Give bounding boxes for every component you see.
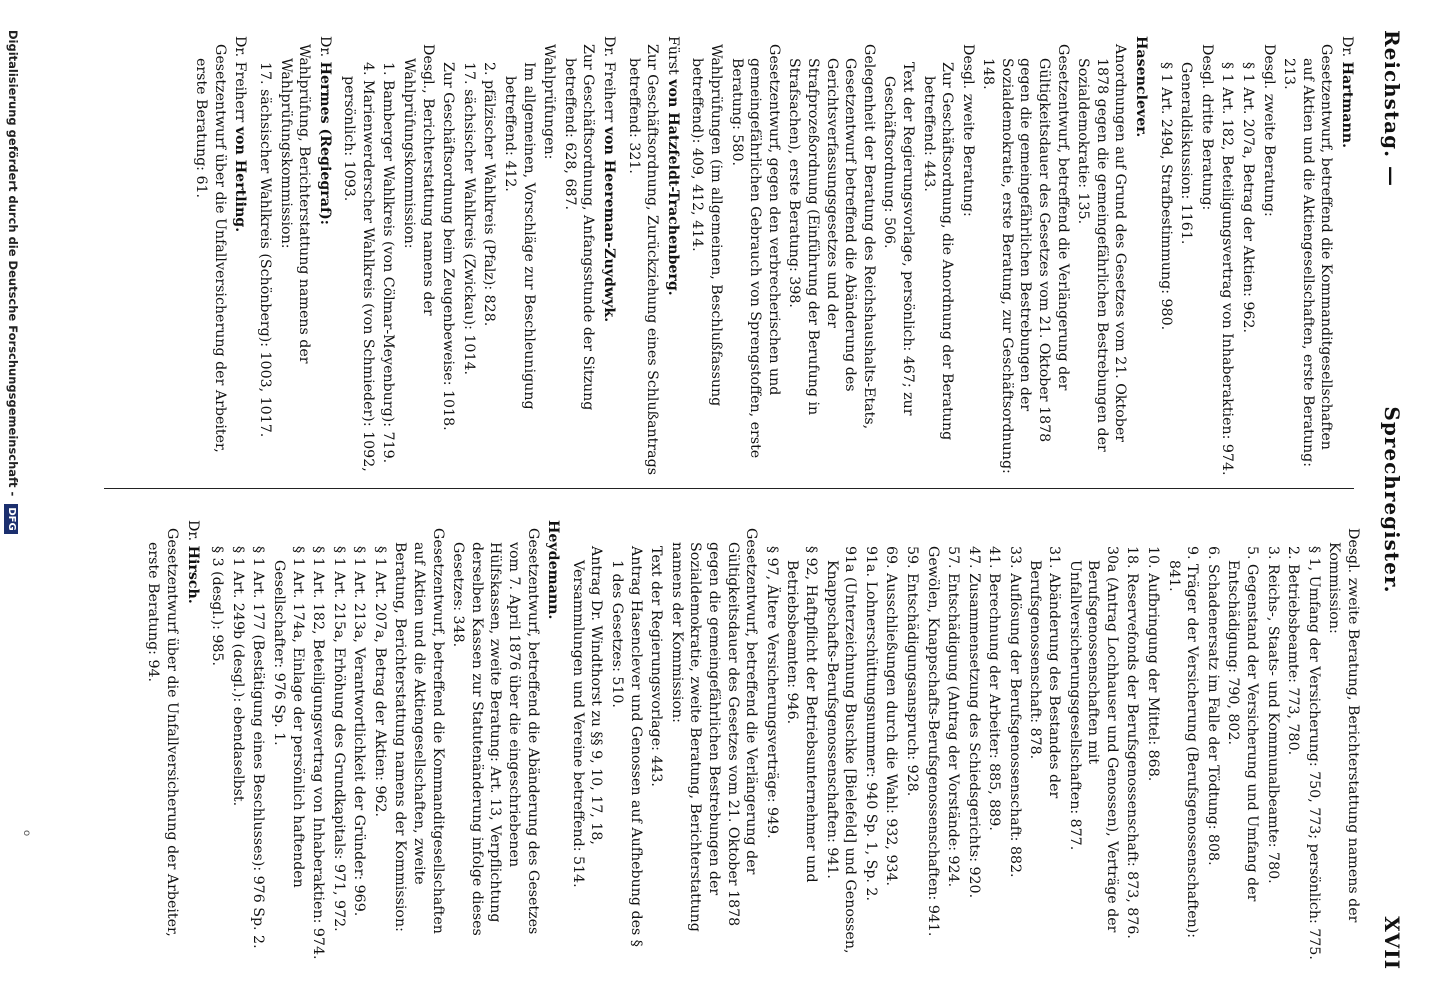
left-column bbox=[102, 36, 1362, 476]
register-subentry: 2. Betriebsbeamte: 773, 780. bbox=[1285, 546, 1302, 756]
register-subentry: Text der Regierungsvorlage, persönlich: 467; zur Geschäftsordnung: 506. bbox=[881, 62, 916, 416]
right-column bbox=[102, 520, 1362, 960]
register-subentry: 2. pfälzischer Wahlkreis (Pfalz): 828. bbox=[481, 62, 498, 327]
register-subentry: 41. Berechnung der Arbeiter: 885, 889. bbox=[986, 546, 1003, 831]
register-entry: Gesetzentwurf, betreffend die Abänderung des Gesetzes vom 7. April 1876 über die eingeschriebenen Hülfskassen, zweite Beratung: Art. 13, Verpflichtung derselben Kassen zur Statutenänderung infolge dieses Gesetzes: 348. bbox=[450, 528, 541, 936]
register-subentry: Antrag Dr. Windthorst zu §§ 9, 10, 17, 18, Versammlungen und Vereine betreffend: 514. bbox=[569, 546, 605, 888]
speaker-label: Hirsch. bbox=[184, 545, 201, 604]
speaker-label: Hermes (Regiegraf): bbox=[316, 61, 333, 226]
register-subentry: § 1 Art. 207a, Betrag der Aktien: 962. bbox=[371, 546, 388, 818]
register-entry: Wahlprüfungen: bbox=[541, 44, 558, 160]
register-subentry: Generaldiskussion: 1161. bbox=[1178, 62, 1195, 245]
page-mark: o bbox=[21, 830, 32, 837]
register-entry: Desgl. zweite Beratung: bbox=[1260, 44, 1277, 217]
register-subentry: 91a. Lohnerschüttungsnummer: 940 Sp. 1, Sp. 2. bbox=[862, 546, 879, 901]
register-subentry: Zur Geschäftsordnung beim Zeugenbeweise: 1018. bbox=[440, 62, 457, 431]
register-entry: Gesetzentwurf, betreffend die Verlängerung der Gültigkeitsdauer des Gesetzes vom 21. Oktober 1878 gegen die gemeingefährlichen Bestrebungen der Sozialdemokratie, erste Beratung, zur Geschäftsordnung: 148. bbox=[980, 44, 1071, 474]
digitization-credit bbox=[2, 30, 20, 970]
register-entry: Gesetzentwurf über die Unfallversicherung der Arbeiter, erste Beratung: 94. bbox=[145, 528, 180, 937]
register-entry: Desgl. zweite Beratung, Berichterstattung namens der Kommission: bbox=[1326, 528, 1361, 923]
register-entry: Gesetzentwurf über die Unfallversicherung der Arbeiter, erste Beratung: 61. bbox=[193, 44, 228, 453]
register-entry: Zur Geschäftsordnung, Zurückziehung eines Schlußantrags betreffend: 321. bbox=[625, 44, 661, 475]
register-subentry: § 1 Art. 215a, Erhöhung des Grundkapitals: 971, 972. bbox=[330, 546, 347, 932]
speaker-prefix: Dr. bbox=[1339, 36, 1355, 62]
speaker-prefix: Dr. Freiherr bbox=[601, 36, 618, 127]
speaker-label: von Hatzfeldt-Trachenberg. bbox=[664, 79, 681, 296]
register-subentry: 69. Ausschließungen durch die Wahl: 932, 934. bbox=[883, 546, 900, 887]
register-subentry: 3. Reichs-, Staats- und Kommunalbeamte: 780. bbox=[1264, 546, 1281, 884]
speaker-name bbox=[183, 520, 202, 960]
register-subentry: § 1 Art. 213a, Verantwortlichkeit der Gründer: 969. bbox=[351, 546, 368, 917]
register-subentry: § 1 Art. 249d, Strafbestimmung: 980. bbox=[1157, 62, 1174, 331]
register-subentry: 59. Entschädigungsanspruch: 928. bbox=[903, 546, 920, 797]
register-subentry: 1. Bamberger Wahlkreis (von Cölmar-Meyenburg): 719. bbox=[380, 62, 397, 464]
register-entry: Gesetzentwurf, betreffend die Kommanditgesellschaften auf Aktien und die Aktiengesellschaften, zweite Beratung, Berichterstattung namens der Kommission: bbox=[392, 528, 446, 934]
register-entry: Desgl. dritte Beratung: bbox=[1198, 44, 1215, 211]
register-subentry: Text der Regierungsvorlage: 443. bbox=[648, 546, 665, 787]
speaker-prefix: Dr. bbox=[316, 36, 333, 62]
register-entry: Gesetzentwurf, betreffend die Verlängerung der Gültigkeitsdauer des Gesetzes vom 21. Oktober 1878 gegen die gemeingefährlichen Bestrebungen der Sozialdemokratie, zweite Beratung, Berichterstattung namens der Kommission: bbox=[668, 528, 760, 932]
register-subentry: 5. Gegenstand der Versicherung und Umfang der Entschädigung: 790, 802. bbox=[1225, 546, 1261, 902]
speaker-prefix: Dr. Freiherr bbox=[232, 36, 249, 127]
register-subentry: 47. Zusammensetzung des Schiedsgerichts: 920. bbox=[965, 546, 982, 899]
register-entry: Desgl., Berichterstattung namens der Wahlprüfungskommission: bbox=[401, 44, 436, 316]
register-entry: Wahlprüfung, Berichterstattung namens der Wahlprüfungskommission: bbox=[277, 44, 313, 364]
register-subentry: 9. Träger der Versicherung (Berufsgenossenschaften): 841. bbox=[1165, 546, 1201, 939]
speaker-label: von Heereman-Zuydwyk. bbox=[601, 126, 618, 323]
page-header bbox=[1378, 30, 1404, 970]
speaker-name bbox=[231, 36, 250, 476]
register-subentry: § 1 Art. 249b (desgl.): ebendaselbst. bbox=[229, 546, 246, 807]
credit-text: Digitalisierung gefördert durch die Deutsche Forschungsgemeinschaft - bbox=[6, 30, 20, 497]
speaker-name bbox=[1337, 36, 1356, 476]
speaker-prefix: Fürst bbox=[664, 36, 681, 80]
register-subentry: 18. Reservefonds der Berufsgenossenschaft: 873, 876. bbox=[1124, 546, 1141, 939]
register-subentry: 33. Auflösung der Berufsgenossenschaft: 882. bbox=[1006, 546, 1023, 878]
register-subentry: § 1 Art. 174a, Einlage der persönlich haftenden Gesellschafter: 976 Sp. 1. bbox=[270, 546, 306, 888]
speaker-name bbox=[1131, 36, 1150, 476]
register-subentry: Gewölen, Knappschafts-Berufsgenossenschaften: 941. bbox=[924, 546, 941, 937]
register-subentry: Im allgemeinen, Vorschläge zur Beschleunigung betreffend: 412. bbox=[502, 62, 537, 410]
register-subentry: § 3 (desgl.): 985. bbox=[209, 546, 226, 666]
register-subentry: § 1 Art. 182, Beteiligungsvertrag von Inhaberaktien: 974. bbox=[310, 546, 327, 960]
register-entry: Gesetzentwurf, betreffend die Kommanditgesellschaften auf Aktien und die Aktiengesellschaften, erste Beratung: 213. bbox=[1281, 44, 1335, 468]
register-subentry: 31. Abänderung des Bestandes der Berufsgenossenschaft: 878. bbox=[1027, 546, 1063, 799]
register-subentry: § 92, Haftpflicht der Betriebsunternehmer und Betriebsbeamten: 946. bbox=[784, 546, 819, 883]
register-subentry: Antrag Hasenclever und Genossen auf Aufhebung des § 1 des Gesetzes: 510. bbox=[609, 546, 644, 947]
speaker-prefix: Dr. bbox=[184, 520, 201, 546]
page-number: XVII bbox=[1380, 916, 1404, 970]
column-divider bbox=[104, 488, 1354, 489]
register-subentry: § 1 Art. 177 (Bestätigung eines Beschlusses): 976 Sp. 2. bbox=[250, 546, 267, 949]
register-subentry: 57. Entschädigung (Antrag der Vorstände: 924. bbox=[945, 546, 962, 888]
register-subentry: 17. sächsischer Wahlkreis (Zwickau): 1014. bbox=[460, 62, 477, 376]
register-entry: Gelegenheit der Beratung des Reichshaushalts-Etats, Gesetzentwurf betreffend die Abänderung des Gerichtsverfassungsgesetzes und der Strafprozeßordnung (Einführung der Berufung in Strafsachen), erste Beratung: 398. bbox=[786, 44, 877, 430]
register-subentry: § 1, Umfang der Versicherung: 750, 773; persönlich: 775. bbox=[1305, 546, 1322, 960]
header-left: Reichstag. — bbox=[1380, 30, 1404, 188]
register-subentry: 17. sächsischer Wahlkreis (Schönberg): 1003, 1017. bbox=[256, 62, 273, 438]
register-entry: Zur Geschäftsordnung, Anfangsstunde der Sitzung betreffend: 628, 687. bbox=[561, 44, 597, 411]
register-subentry: § 97, Ältere Versicherungsverträge: 949. bbox=[763, 546, 780, 839]
speaker-name bbox=[315, 36, 334, 476]
register-entry: Wahlprüfungen (im allgemeinen, Beschlußfassung betreffend): 409, 412, 414. bbox=[689, 44, 724, 407]
register-subentry: 6. Schadenersatz im Falle der Tödtung: 808. bbox=[1204, 546, 1221, 866]
register-entry: Gesetzentwurf, gegen den verbrecherischen und gemeingefährlichen Gebrauch von Sprengstoffen, erste Beratung: 580. bbox=[728, 44, 782, 459]
speaker-label: von Hertling. bbox=[232, 126, 249, 233]
register-subentry: 4. Marienwerderscher Wahlkreis (von Schmieder): 1092, persönlich: 1093. bbox=[341, 62, 376, 472]
speaker-name bbox=[544, 520, 563, 960]
speaker-label: Hartmann. bbox=[1339, 61, 1355, 149]
register-subentry: 30a (Antrag Lochhauser und Genossen), Verträge der Berufsgenossenschaften mit Unfallversicherungsgesellschaften: 877. bbox=[1066, 546, 1120, 933]
header-title: Sprechregister. bbox=[1380, 406, 1404, 594]
speaker-name bbox=[663, 36, 682, 476]
register-subentry: § 1 Art. 182, Beteiligungsvertrag von Inhaberaktien: 974. bbox=[1219, 62, 1236, 476]
register-subentry: 91a (Unterzeichnung Buschke [Bielefeld] und Genossen, Knappschafts-Berufsgenossenschaften: 941. bbox=[823, 546, 859, 954]
speaker-label: Heydemann. bbox=[545, 520, 562, 620]
register-subentry: § 1 Art. 207a, Betrag der Aktien: 962. bbox=[1240, 62, 1257, 334]
register-subentry: 10. Aufbringung der Mittel: 868. bbox=[1145, 546, 1162, 782]
register-entry: Desgl. zweite Beratung: bbox=[959, 44, 976, 217]
register-subentry: Zur Geschäftsordnung, die Anordnung der Beratung betreffend: 443. bbox=[920, 62, 956, 441]
speaker-label: Hasenclever. bbox=[1133, 36, 1150, 138]
speaker-name bbox=[599, 36, 618, 476]
register-entry: Anordnungen auf Grund des Gesetzes vom 21. Oktober 1878 gegen die gemeingefährlichen Bestrebungen der Sozialdemokratie: 135. bbox=[1075, 44, 1129, 452]
dfg-logo: DFG bbox=[4, 504, 18, 533]
